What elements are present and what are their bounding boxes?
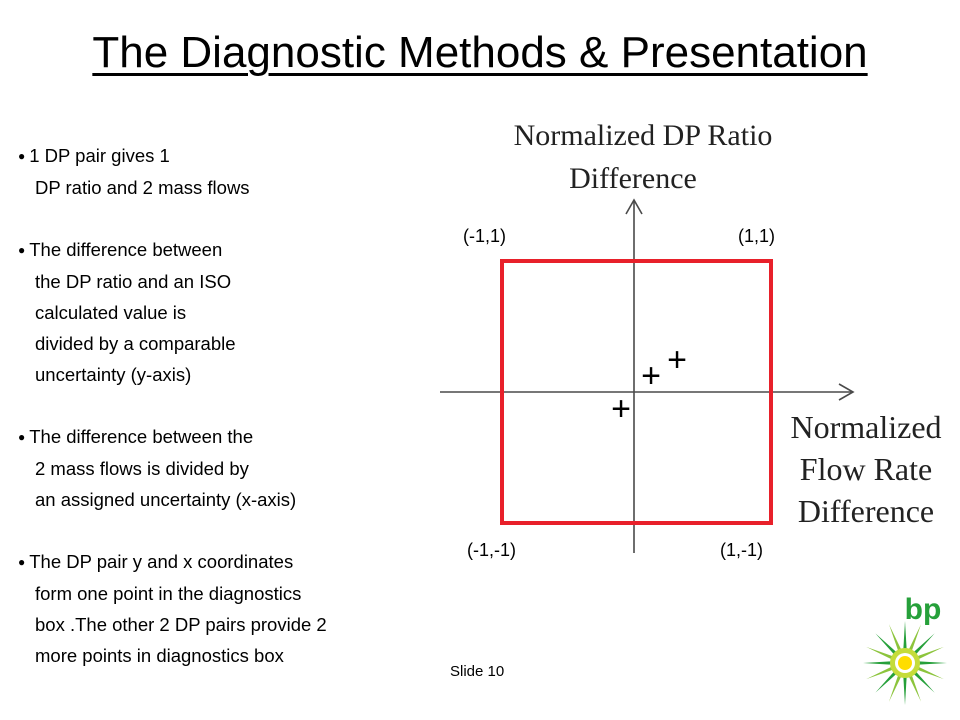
bp-sun-ray	[903, 675, 907, 705]
bp-sun-ray	[917, 661, 947, 665]
bp-logo-icon	[855, 595, 955, 710]
bullet-line: box .The other 2 DP pairs provide 2	[35, 614, 327, 635]
y-axis-label-line2: Difference	[569, 162, 697, 195]
bullet-dot-icon: ●	[18, 149, 26, 163]
bullet-line: The difference between	[29, 239, 223, 260]
bullet-line: an assigned uncertainty (x-axis)	[35, 489, 297, 510]
corner-label-bottom-left: (-1,-1)	[467, 540, 516, 560]
bullet-line: The difference between the	[29, 426, 254, 447]
slide-number: Slide 10	[450, 663, 505, 680]
bullet-dot-icon: ●	[18, 243, 26, 257]
x-axis-label-line2: Flow Rate	[799, 451, 933, 487]
x-axis-label-line1: Normalized	[790, 409, 942, 445]
bullet-line: The DP pair y and x coordinates	[29, 551, 294, 572]
corner-label-top-right: (1,1)	[738, 226, 776, 246]
slide-title: The Diagnostic Methods & Presentation	[92, 28, 868, 77]
data-point-marker: +	[611, 390, 631, 428]
bullet-dot-icon: ●	[18, 555, 26, 569]
x-axis-label-line3: Difference	[797, 493, 935, 529]
data-point-marker: +	[641, 357, 661, 395]
bullet-line: 1 DP pair gives 1	[29, 145, 170, 166]
y-axis-label-line1: Normalized DP Ratio	[513, 119, 773, 152]
bullet-line: DP ratio and 2 mass flows	[35, 177, 250, 198]
bullet-dot-icon: ●	[18, 430, 26, 444]
bp-sun-icon	[863, 621, 947, 705]
bullet-line: calculated value is	[35, 302, 187, 323]
bullet-line: form one point in the diagnostics	[35, 583, 302, 604]
bullet-line: divided by a comparable	[35, 333, 236, 354]
bp-logo-text: bp	[904, 595, 942, 626]
bullet-line: 2 mass flows is divided by	[35, 458, 249, 479]
bullet-line: uncertainty (y-axis)	[35, 364, 192, 385]
corner-label-bottom-right: (1,-1)	[720, 540, 764, 560]
bullet-line: the DP ratio and an ISO	[35, 271, 232, 292]
corner-label-top-left: (-1,1)	[463, 226, 507, 246]
bp-sun-ray	[863, 661, 893, 665]
bp-sun-center	[898, 656, 912, 670]
data-point-marker: +	[667, 341, 687, 379]
bullet-line: more points in diagnostics box	[35, 645, 284, 666]
